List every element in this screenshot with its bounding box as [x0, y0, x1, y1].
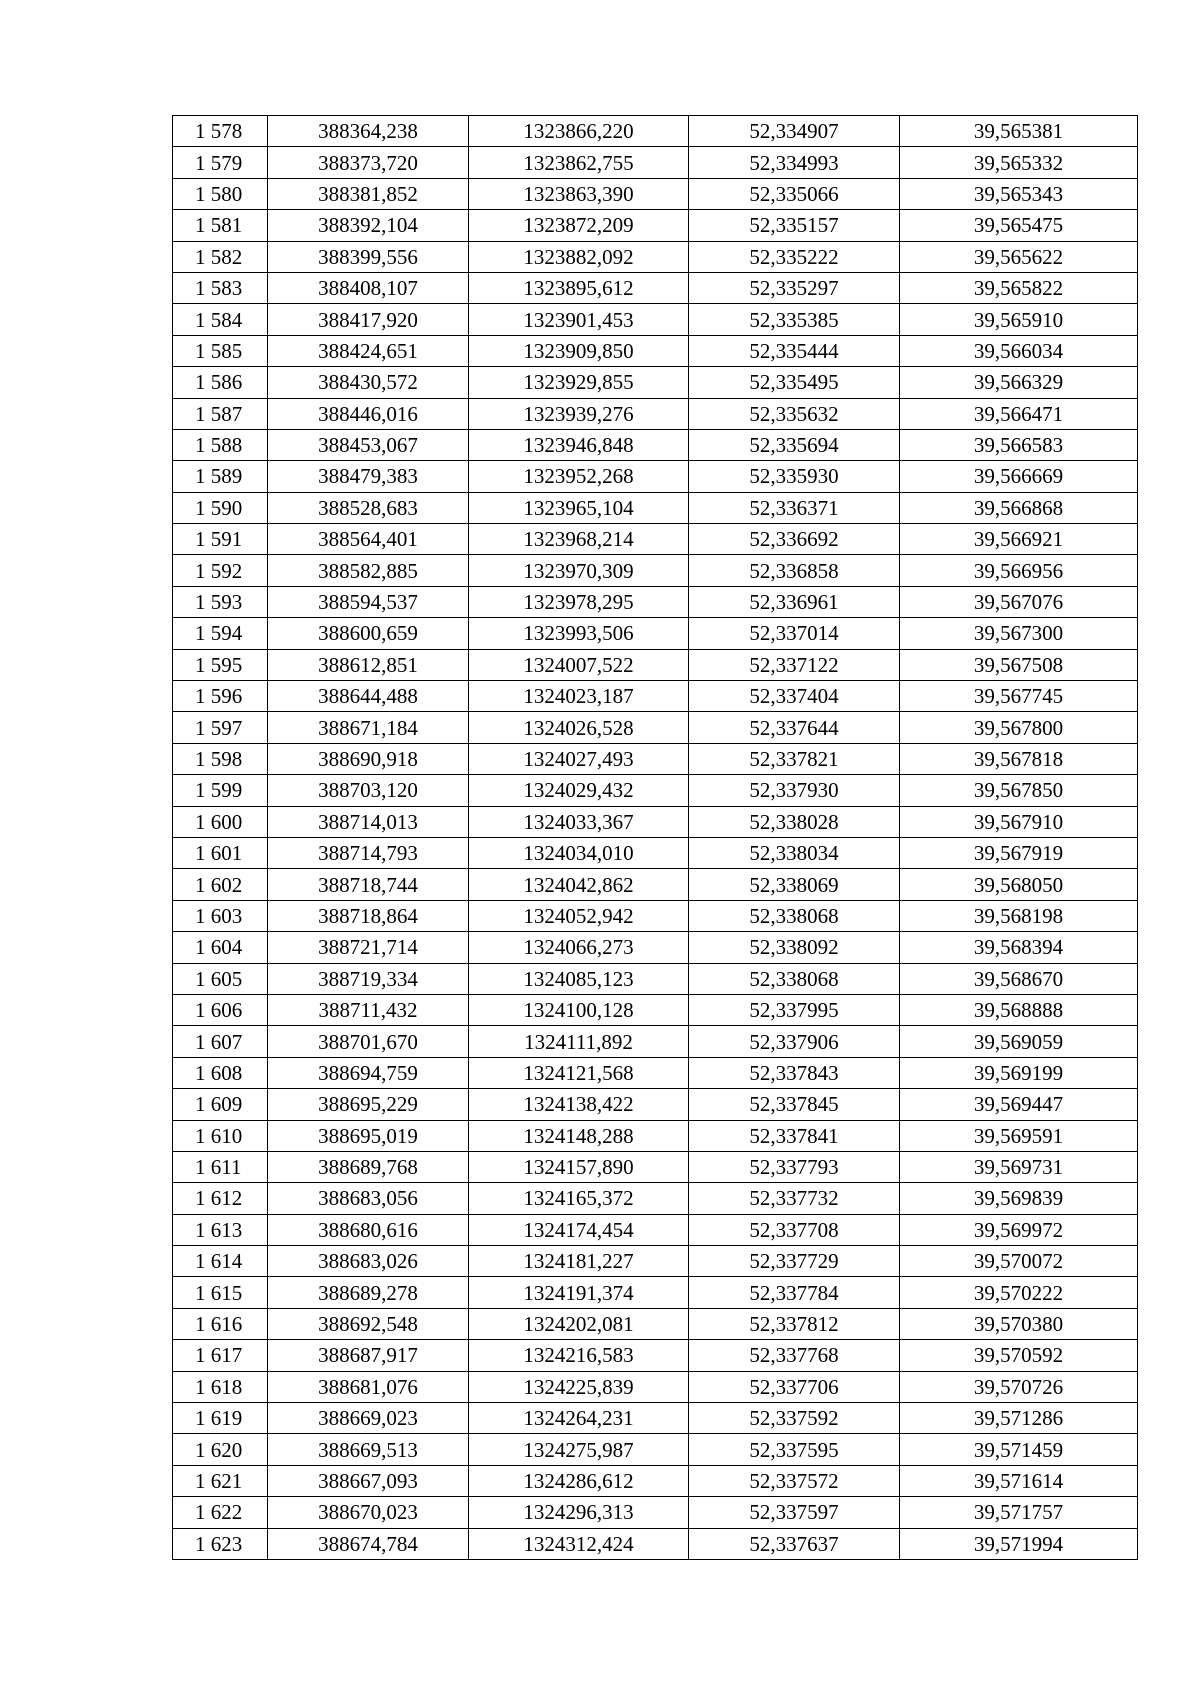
point-number-cell: 1 589: [173, 461, 268, 492]
latitude-cell: 52,334993: [689, 147, 900, 178]
table-row: [173, 837, 1138, 868]
latitude-cell: 52,336961: [689, 586, 900, 617]
y-coordinate-cell: 1323862,755: [469, 147, 689, 178]
x-coordinate-cell: 388683,026: [268, 1246, 469, 1277]
coordinates-table: [172, 115, 1138, 1560]
table-row: [173, 712, 1138, 743]
point-number-cell: 1 616: [173, 1308, 268, 1339]
point-number-cell: 1 614: [173, 1246, 268, 1277]
table-row: [173, 1340, 1138, 1371]
latitude-cell: 52,337122: [689, 649, 900, 680]
longitude-cell: 39,567745: [900, 681, 1138, 712]
table-row: [173, 869, 1138, 900]
y-coordinate-cell: 1323978,295: [469, 586, 689, 617]
table-row: [173, 1434, 1138, 1465]
y-coordinate-cell: 1323863,390: [469, 178, 689, 209]
point-number-cell: 1 583: [173, 272, 268, 303]
x-coordinate-cell: 388687,917: [268, 1340, 469, 1371]
table-row: [173, 1497, 1138, 1528]
y-coordinate-cell: 1323946,848: [469, 429, 689, 460]
y-coordinate-cell: 1323952,268: [469, 461, 689, 492]
point-number-cell: 1 617: [173, 1340, 268, 1371]
y-coordinate-cell: 1324029,432: [469, 775, 689, 806]
longitude-cell: 39,569447: [900, 1089, 1138, 1120]
table-row: [173, 1120, 1138, 1151]
table-row: [173, 116, 1138, 147]
table-row: [173, 272, 1138, 303]
latitude-cell: 52,335385: [689, 304, 900, 335]
y-coordinate-cell: 1323872,209: [469, 210, 689, 241]
latitude-cell: 52,338068: [689, 900, 900, 931]
latitude-cell: 52,337706: [689, 1371, 900, 1402]
latitude-cell: 52,337995: [689, 994, 900, 1025]
latitude-cell: 52,335297: [689, 272, 900, 303]
x-coordinate-cell: 388714,013: [268, 806, 469, 837]
y-coordinate-cell: 1324181,227: [469, 1246, 689, 1277]
longitude-cell: 39,566583: [900, 429, 1138, 460]
y-coordinate-cell: 1324202,081: [469, 1308, 689, 1339]
y-coordinate-cell: 1324174,454: [469, 1214, 689, 1245]
longitude-cell: 39,565343: [900, 178, 1138, 209]
y-coordinate-cell: 1324100,128: [469, 994, 689, 1025]
y-coordinate-cell: 1324312,424: [469, 1528, 689, 1559]
longitude-cell: 39,569731: [900, 1151, 1138, 1182]
y-coordinate-cell: 1324026,528: [469, 712, 689, 743]
table-row: [173, 147, 1138, 178]
x-coordinate-cell: 388701,670: [268, 1026, 469, 1057]
table-row: [173, 1246, 1138, 1277]
x-coordinate-cell: 388683,056: [268, 1183, 469, 1214]
longitude-cell: 39,570726: [900, 1371, 1138, 1402]
y-coordinate-cell: 1324007,522: [469, 649, 689, 680]
longitude-cell: 39,571459: [900, 1434, 1138, 1465]
table-row: [173, 1277, 1138, 1308]
point-number-cell: 1 592: [173, 555, 268, 586]
latitude-cell: 52,337732: [689, 1183, 900, 1214]
table-row: [173, 1214, 1138, 1245]
table-row: [173, 963, 1138, 994]
x-coordinate-cell: 388711,432: [268, 994, 469, 1025]
x-coordinate-cell: 388680,616: [268, 1214, 469, 1245]
x-coordinate-cell: 388373,720: [268, 147, 469, 178]
table-row: [173, 1026, 1138, 1057]
x-coordinate-cell: 388721,714: [268, 932, 469, 963]
point-number-cell: 1 584: [173, 304, 268, 335]
table-row: [173, 1308, 1138, 1339]
table-row: [173, 1403, 1138, 1434]
table-row: [173, 806, 1138, 837]
point-number-cell: 1 588: [173, 429, 268, 460]
longitude-cell: 39,566868: [900, 492, 1138, 523]
latitude-cell: 52,335222: [689, 241, 900, 272]
latitude-cell: 52,337812: [689, 1308, 900, 1339]
x-coordinate-cell: 388669,513: [268, 1434, 469, 1465]
x-coordinate-cell: 388670,023: [268, 1497, 469, 1528]
table-row: [173, 461, 1138, 492]
x-coordinate-cell: 388364,238: [268, 116, 469, 147]
x-coordinate-cell: 388718,744: [268, 869, 469, 900]
latitude-cell: 52,337906: [689, 1026, 900, 1057]
x-coordinate-cell: 388695,229: [268, 1089, 469, 1120]
point-number-cell: 1 593: [173, 586, 268, 617]
longitude-cell: 39,568888: [900, 994, 1138, 1025]
latitude-cell: 52,338068: [689, 963, 900, 994]
point-number-cell: 1 606: [173, 994, 268, 1025]
x-coordinate-cell: 388381,852: [268, 178, 469, 209]
point-number-cell: 1 581: [173, 210, 268, 241]
latitude-cell: 52,335694: [689, 429, 900, 460]
y-coordinate-cell: 1324052,942: [469, 900, 689, 931]
longitude-cell: 39,566034: [900, 335, 1138, 366]
latitude-cell: 52,336371: [689, 492, 900, 523]
latitude-cell: 52,334907: [689, 116, 900, 147]
y-coordinate-cell: 1323970,309: [469, 555, 689, 586]
latitude-cell: 52,337595: [689, 1434, 900, 1465]
longitude-cell: 39,568050: [900, 869, 1138, 900]
longitude-cell: 39,567508: [900, 649, 1138, 680]
y-coordinate-cell: 1324066,273: [469, 932, 689, 963]
longitude-cell: 39,565332: [900, 147, 1138, 178]
y-coordinate-cell: 1324034,010: [469, 837, 689, 868]
table-row: [173, 1528, 1138, 1559]
latitude-cell: 52,338069: [689, 869, 900, 900]
y-coordinate-cell: 1324191,374: [469, 1277, 689, 1308]
latitude-cell: 52,335444: [689, 335, 900, 366]
x-coordinate-cell: 388612,851: [268, 649, 469, 680]
longitude-cell: 39,570222: [900, 1277, 1138, 1308]
point-number-cell: 1 580: [173, 178, 268, 209]
longitude-cell: 39,570592: [900, 1340, 1138, 1371]
x-coordinate-cell: 388674,784: [268, 1528, 469, 1559]
longitude-cell: 39,565622: [900, 241, 1138, 272]
table-row: [173, 210, 1138, 241]
point-number-cell: 1 598: [173, 743, 268, 774]
table-row: [173, 398, 1138, 429]
y-coordinate-cell: 1324121,568: [469, 1057, 689, 1088]
point-number-cell: 1 594: [173, 618, 268, 649]
longitude-cell: 39,568198: [900, 900, 1138, 931]
point-number-cell: 1 608: [173, 1057, 268, 1088]
y-coordinate-cell: 1324033,367: [469, 806, 689, 837]
longitude-cell: 39,571757: [900, 1497, 1138, 1528]
table-row: [173, 681, 1138, 712]
longitude-cell: 39,565381: [900, 116, 1138, 147]
latitude-cell: 52,337845: [689, 1089, 900, 1120]
y-coordinate-cell: 1323993,506: [469, 618, 689, 649]
table-row: [173, 743, 1138, 774]
x-coordinate-cell: 388694,759: [268, 1057, 469, 1088]
y-coordinate-cell: 1323882,092: [469, 241, 689, 272]
longitude-cell: 39,566471: [900, 398, 1138, 429]
latitude-cell: 52,338092: [689, 932, 900, 963]
latitude-cell: 52,337784: [689, 1277, 900, 1308]
longitude-cell: 39,566956: [900, 555, 1138, 586]
table-row: [173, 555, 1138, 586]
y-coordinate-cell: 1324042,862: [469, 869, 689, 900]
longitude-cell: 39,571286: [900, 1403, 1138, 1434]
x-coordinate-cell: 388681,076: [268, 1371, 469, 1402]
latitude-cell: 52,335632: [689, 398, 900, 429]
x-coordinate-cell: 388453,067: [268, 429, 469, 460]
table-row: [173, 900, 1138, 931]
table-row: [173, 994, 1138, 1025]
point-number-cell: 1 587: [173, 398, 268, 429]
latitude-cell: 52,337404: [689, 681, 900, 712]
latitude-cell: 52,335157: [689, 210, 900, 241]
y-coordinate-cell: 1323895,612: [469, 272, 689, 303]
point-number-cell: 1 620: [173, 1434, 268, 1465]
point-number-cell: 1 622: [173, 1497, 268, 1528]
point-number-cell: 1 585: [173, 335, 268, 366]
x-coordinate-cell: 388582,885: [268, 555, 469, 586]
x-coordinate-cell: 388671,184: [268, 712, 469, 743]
y-coordinate-cell: 1324264,231: [469, 1403, 689, 1434]
latitude-cell: 52,335930: [689, 461, 900, 492]
y-coordinate-cell: 1324085,123: [469, 963, 689, 994]
table-row: [173, 1183, 1138, 1214]
y-coordinate-cell: 1324286,612: [469, 1465, 689, 1496]
table-row: [173, 1151, 1138, 1182]
y-coordinate-cell: 1323866,220: [469, 116, 689, 147]
point-number-cell: 1 601: [173, 837, 268, 868]
point-number-cell: 1 612: [173, 1183, 268, 1214]
longitude-cell: 39,568670: [900, 963, 1138, 994]
longitude-cell: 39,565910: [900, 304, 1138, 335]
table-row: [173, 241, 1138, 272]
latitude-cell: 52,335495: [689, 367, 900, 398]
longitude-cell: 39,566329: [900, 367, 1138, 398]
longitude-cell: 39,569839: [900, 1183, 1138, 1214]
point-number-cell: 1 615: [173, 1277, 268, 1308]
table-row: [173, 304, 1138, 335]
latitude-cell: 52,337014: [689, 618, 900, 649]
longitude-cell: 39,567800: [900, 712, 1138, 743]
longitude-cell: 39,568394: [900, 932, 1138, 963]
longitude-cell: 39,570380: [900, 1308, 1138, 1339]
y-coordinate-cell: 1323901,453: [469, 304, 689, 335]
table-row: [173, 586, 1138, 617]
point-number-cell: 1 607: [173, 1026, 268, 1057]
point-number-cell: 1 619: [173, 1403, 268, 1434]
point-number-cell: 1 597: [173, 712, 268, 743]
table-row: [173, 335, 1138, 366]
point-number-cell: 1 618: [173, 1371, 268, 1402]
x-coordinate-cell: 388703,120: [268, 775, 469, 806]
y-coordinate-cell: 1324027,493: [469, 743, 689, 774]
y-coordinate-cell: 1323929,855: [469, 367, 689, 398]
y-coordinate-cell: 1323909,850: [469, 335, 689, 366]
x-coordinate-cell: 388692,548: [268, 1308, 469, 1339]
latitude-cell: 52,335066: [689, 178, 900, 209]
point-number-cell: 1 586: [173, 367, 268, 398]
x-coordinate-cell: 388594,537: [268, 586, 469, 617]
x-coordinate-cell: 388399,556: [268, 241, 469, 272]
x-coordinate-cell: 388392,104: [268, 210, 469, 241]
latitude-cell: 52,337708: [689, 1214, 900, 1245]
point-number-cell: 1 600: [173, 806, 268, 837]
y-coordinate-cell: 1323939,276: [469, 398, 689, 429]
y-coordinate-cell: 1324296,313: [469, 1497, 689, 1528]
point-number-cell: 1 602: [173, 869, 268, 900]
x-coordinate-cell: 388600,659: [268, 618, 469, 649]
longitude-cell: 39,567818: [900, 743, 1138, 774]
x-coordinate-cell: 388644,488: [268, 681, 469, 712]
table-row: [173, 775, 1138, 806]
point-number-cell: 1 611: [173, 1151, 268, 1182]
latitude-cell: 52,337729: [689, 1246, 900, 1277]
point-number-cell: 1 605: [173, 963, 268, 994]
longitude-cell: 39,571614: [900, 1465, 1138, 1496]
table-row: [173, 1371, 1138, 1402]
y-coordinate-cell: 1324216,583: [469, 1340, 689, 1371]
y-coordinate-cell: 1324111,892: [469, 1026, 689, 1057]
table-row: [173, 178, 1138, 209]
x-coordinate-cell: 388689,768: [268, 1151, 469, 1182]
point-number-cell: 1 578: [173, 116, 268, 147]
table-row: [173, 524, 1138, 555]
point-number-cell: 1 604: [173, 932, 268, 963]
latitude-cell: 52,337644: [689, 712, 900, 743]
y-coordinate-cell: 1323968,214: [469, 524, 689, 555]
point-number-cell: 1 591: [173, 524, 268, 555]
latitude-cell: 52,337592: [689, 1403, 900, 1434]
x-coordinate-cell: 388424,651: [268, 335, 469, 366]
x-coordinate-cell: 388528,683: [268, 492, 469, 523]
y-coordinate-cell: 1324275,987: [469, 1434, 689, 1465]
longitude-cell: 39,570072: [900, 1246, 1138, 1277]
table-row: [173, 367, 1138, 398]
y-coordinate-cell: 1324225,839: [469, 1371, 689, 1402]
x-coordinate-cell: 388667,093: [268, 1465, 469, 1496]
longitude-cell: 39,567850: [900, 775, 1138, 806]
longitude-cell: 39,567919: [900, 837, 1138, 868]
x-coordinate-cell: 388417,920: [268, 304, 469, 335]
x-coordinate-cell: 388714,793: [268, 837, 469, 868]
latitude-cell: 52,338034: [689, 837, 900, 868]
latitude-cell: 52,337597: [689, 1497, 900, 1528]
longitude-cell: 39,566921: [900, 524, 1138, 555]
y-coordinate-cell: 1324023,187: [469, 681, 689, 712]
y-coordinate-cell: 1324157,890: [469, 1151, 689, 1182]
latitude-cell: 52,336858: [689, 555, 900, 586]
point-number-cell: 1 590: [173, 492, 268, 523]
table-row: [173, 1089, 1138, 1120]
point-number-cell: 1 599: [173, 775, 268, 806]
table-row: [173, 429, 1138, 460]
table-row: [173, 492, 1138, 523]
x-coordinate-cell: 388669,023: [268, 1403, 469, 1434]
y-coordinate-cell: 1323965,104: [469, 492, 689, 523]
point-number-cell: 1 621: [173, 1465, 268, 1496]
latitude-cell: 52,337843: [689, 1057, 900, 1088]
x-coordinate-cell: 388430,572: [268, 367, 469, 398]
table-row: [173, 649, 1138, 680]
x-coordinate-cell: 388689,278: [268, 1277, 469, 1308]
latitude-cell: 52,337841: [689, 1120, 900, 1151]
x-coordinate-cell: 388564,401: [268, 524, 469, 555]
x-coordinate-cell: 388718,864: [268, 900, 469, 931]
table-row: [173, 618, 1138, 649]
x-coordinate-cell: 388479,383: [268, 461, 469, 492]
point-number-cell: 1 623: [173, 1528, 268, 1559]
latitude-cell: 52,337637: [689, 1528, 900, 1559]
longitude-cell: 39,567910: [900, 806, 1138, 837]
y-coordinate-cell: 1324138,422: [469, 1089, 689, 1120]
x-coordinate-cell: 388719,334: [268, 963, 469, 994]
longitude-cell: 39,569591: [900, 1120, 1138, 1151]
longitude-cell: 39,569059: [900, 1026, 1138, 1057]
point-number-cell: 1 579: [173, 147, 268, 178]
table-row: [173, 932, 1138, 963]
longitude-cell: 39,567300: [900, 618, 1138, 649]
table-row: [173, 1465, 1138, 1496]
longitude-cell: 39,566669: [900, 461, 1138, 492]
x-coordinate-cell: 388446,016: [268, 398, 469, 429]
y-coordinate-cell: 1324165,372: [469, 1183, 689, 1214]
latitude-cell: 52,337768: [689, 1340, 900, 1371]
point-number-cell: 1 610: [173, 1120, 268, 1151]
latitude-cell: 52,337572: [689, 1465, 900, 1496]
coordinates-table-body: [173, 116, 1138, 1560]
latitude-cell: 52,338028: [689, 806, 900, 837]
longitude-cell: 39,567076: [900, 586, 1138, 617]
table-row: [173, 1057, 1138, 1088]
longitude-cell: 39,565822: [900, 272, 1138, 303]
y-coordinate-cell: 1324148,288: [469, 1120, 689, 1151]
longitude-cell: 39,571994: [900, 1528, 1138, 1559]
longitude-cell: 39,569972: [900, 1214, 1138, 1245]
latitude-cell: 52,337821: [689, 743, 900, 774]
latitude-cell: 52,336692: [689, 524, 900, 555]
point-number-cell: 1 595: [173, 649, 268, 680]
point-number-cell: 1 582: [173, 241, 268, 272]
point-number-cell: 1 596: [173, 681, 268, 712]
longitude-cell: 39,569199: [900, 1057, 1138, 1088]
point-number-cell: 1 613: [173, 1214, 268, 1245]
longitude-cell: 39,565475: [900, 210, 1138, 241]
point-number-cell: 1 609: [173, 1089, 268, 1120]
latitude-cell: 52,337930: [689, 775, 900, 806]
x-coordinate-cell: 388690,918: [268, 743, 469, 774]
x-coordinate-cell: 388695,019: [268, 1120, 469, 1151]
latitude-cell: 52,337793: [689, 1151, 900, 1182]
point-number-cell: 1 603: [173, 900, 268, 931]
x-coordinate-cell: 388408,107: [268, 272, 469, 303]
